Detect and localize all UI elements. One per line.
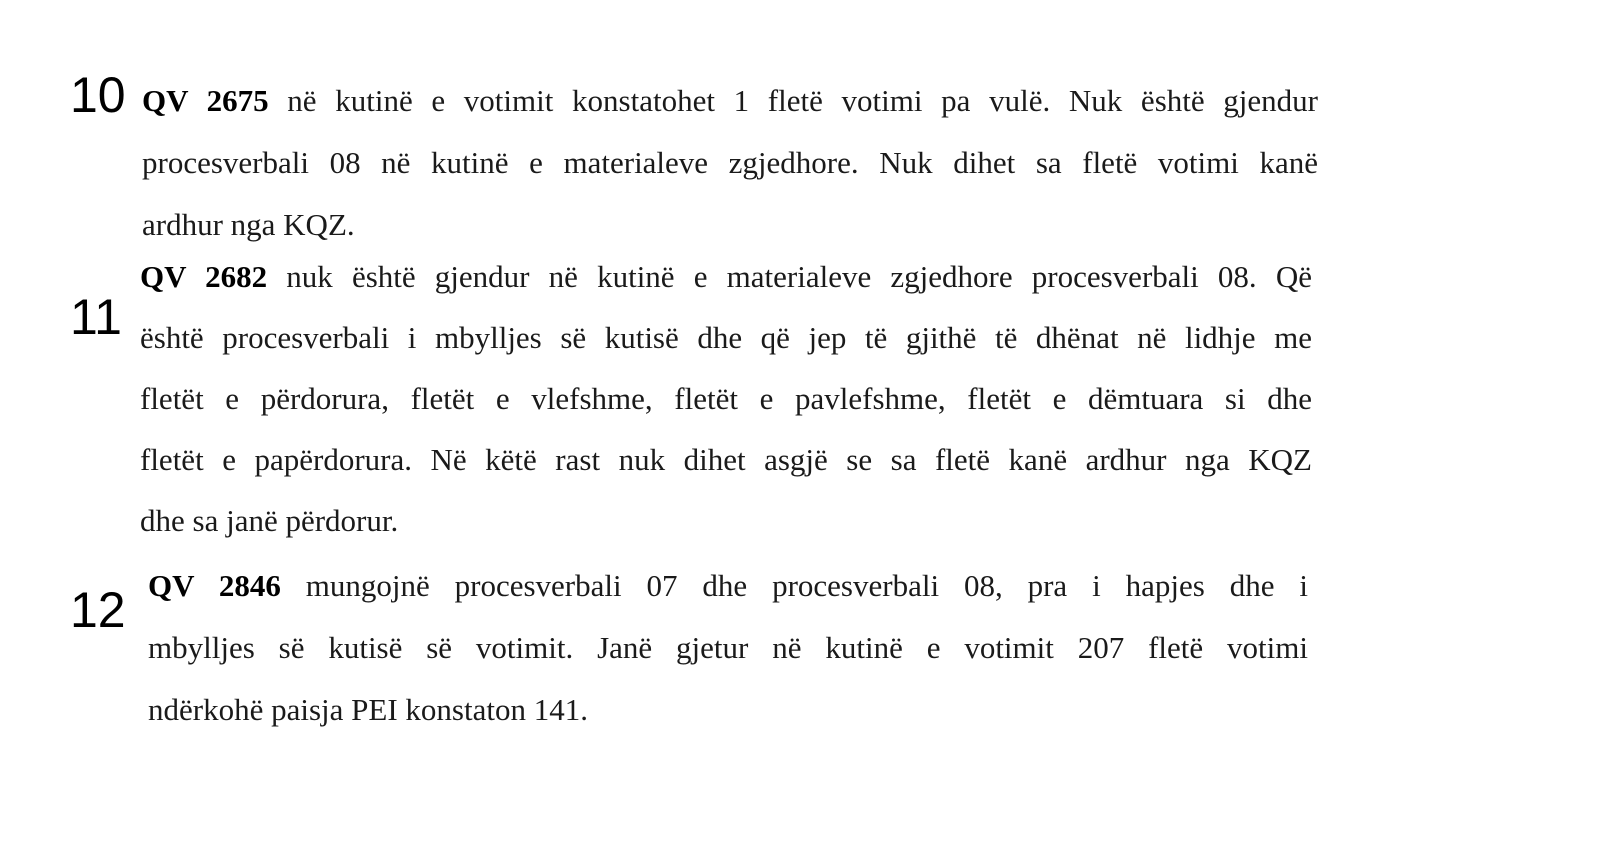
station-code: QV 2675 [142, 83, 269, 118]
entry-number-10: 10 [70, 67, 126, 123]
entry-line: QV 2682 nuk është gjendur në kutinë e materialeve zgjedhore procesverbali 08. Që [140, 259, 1312, 294]
station-code: QV 2846 [148, 568, 281, 603]
entry-line: fletët e papërdorura. Në këtë rast nuk dihet asgjë se sa fletë kanë ardhur nga KQZ [140, 442, 1312, 477]
entry-line: mbylljes së kutisë së votimit. Janë gjetur në kutinë e votimit 207 fletë votimi [148, 630, 1308, 665]
entry-line: ndërkohë paisja PEI konstaton 141. [148, 692, 588, 727]
entry-number-11: 11 [70, 289, 122, 345]
entry-line: është procesverbali i mbylljes së kutisë dhe që jep të gjithë të dhënat në lidhje me [140, 320, 1312, 355]
entry-text-11 [140, 246, 1312, 551]
entry-line: fletët e përdorura, fletët e vlefshme, fletët e pavlefshme, fletët e dëmtuara si dhe [140, 381, 1312, 416]
entry-line: dhe sa janë përdorur. [140, 503, 399, 538]
entry-line: QV 2675 në kutinë e votimit konstatohet 1 fletë votimi pa vulë. Nuk është gjendur [142, 83, 1318, 118]
entry-text-10 [142, 70, 1318, 256]
station-code: QV 2682 [140, 259, 268, 294]
entry-line: QV 2846 mungojnë procesverbali 07 dhe procesverbali 08, pra i hapjes dhe i [148, 568, 1308, 603]
entry-line: procesverbali 08 në kutinë e materialeve zgjedhore. Nuk dihet sa fletë votimi kanë [142, 145, 1318, 180]
entry-number-12: 12 [70, 582, 126, 638]
entry-line: ardhur nga KQZ. [142, 207, 355, 242]
entry-text-12 [148, 555, 1308, 741]
